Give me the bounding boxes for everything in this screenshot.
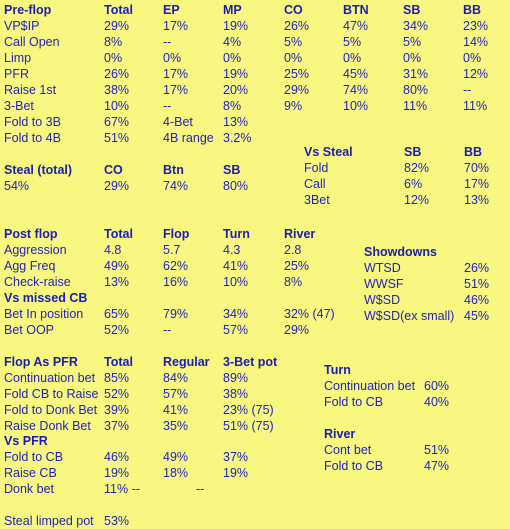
- preflop-header: EP: [163, 3, 180, 17]
- fold-to-4b-label: Fold to 4B: [4, 131, 61, 145]
- preflop-cell: 11%: [463, 99, 488, 113]
- river-cell: 51%: [424, 443, 450, 457]
- missed-cb-cell: 65%: [104, 307, 130, 321]
- preflop-cell: 0%: [163, 51, 182, 65]
- river-cell: 47%: [424, 459, 450, 473]
- preflop-header: BB: [463, 3, 482, 17]
- postflop-cell: 49%: [104, 259, 130, 273]
- vs-steal-cell: 70%: [464, 161, 490, 175]
- postflop-cell: 2.8: [284, 243, 302, 257]
- preflop-cell: 5%: [343, 35, 362, 49]
- postflop-row-label: Agg Freq: [4, 259, 56, 273]
- preflop-row-label: VP$IP: [4, 19, 40, 33]
- flop-pfr-header: Regular: [163, 355, 210, 369]
- turn-cell: 60%: [424, 379, 450, 393]
- postflop-row-label: Aggression: [4, 243, 67, 257]
- steal-limped-value: 53%: [104, 514, 130, 528]
- preflop-header: SB: [403, 3, 421, 17]
- preflop-cell: 26%: [104, 67, 130, 81]
- flop-pfr-cell: 51% (75): [223, 419, 274, 433]
- vs-pfr-cell: 37%: [223, 450, 249, 464]
- showdown-cell: 46%: [464, 293, 490, 307]
- preflop-cell: 8%: [223, 99, 242, 113]
- postflop-cell: 13%: [104, 275, 130, 289]
- showdown-row-label: WWSF: [364, 277, 404, 291]
- preflop-row-label: 3-Bet: [4, 99, 34, 113]
- preflop-cell: --: [463, 83, 472, 97]
- preflop-cell: 0%: [223, 51, 242, 65]
- postflop-cell: 10%: [223, 275, 249, 289]
- preflop-header: BTN: [343, 3, 369, 17]
- fold-to-3b-value: 67%: [104, 115, 130, 129]
- steal-cell: 29%: [104, 179, 130, 193]
- preflop-cell: 0%: [284, 51, 303, 65]
- fold-to-3b-label: Fold to 3B: [4, 115, 61, 129]
- preflop-cell: 45%: [343, 67, 369, 81]
- flop-pfr-cell: 39%: [104, 403, 130, 417]
- missed-cb-cell: 34%: [223, 307, 249, 321]
- missed-cb-cell: 79%: [163, 307, 189, 321]
- four-bet-label: 4-Bet: [163, 115, 193, 129]
- showdown-row-label: W$SD: [364, 293, 401, 307]
- vs-steal-cell: 12%: [404, 193, 430, 207]
- vs-pfr-row-label: Raise CB: [4, 466, 57, 480]
- missed-cb-cell: 29%: [284, 323, 310, 337]
- showdowns-title: Showdowns: [364, 245, 437, 259]
- four-b-range-label: 4B range: [163, 131, 214, 145]
- vs-pfr-cell: --: [196, 482, 205, 496]
- vs-steal-row-label: Fold: [304, 161, 329, 175]
- preflop-cell: 29%: [104, 19, 130, 33]
- turn-cell: 40%: [424, 395, 450, 409]
- preflop-cell: 29%: [284, 83, 310, 97]
- postflop-header: Post flop: [4, 227, 58, 241]
- vs-steal-cell: 17%: [464, 177, 490, 191]
- preflop-cell: 10%: [343, 99, 369, 113]
- vs-steal-header: Vs Steal: [304, 145, 353, 159]
- postflop-header: Total: [104, 227, 133, 241]
- preflop-cell: 5%: [403, 35, 422, 49]
- showdown-cell: 51%: [464, 277, 490, 291]
- preflop-cell: 34%: [403, 19, 429, 33]
- preflop-cell: 17%: [163, 67, 189, 81]
- vs-pfr-cell: 19%: [104, 466, 130, 480]
- flop-pfr-cell: 35%: [163, 419, 189, 433]
- flop-pfr-cell: 52%: [104, 387, 130, 401]
- turn-title: Turn: [324, 363, 351, 377]
- four-b-range-value: 3.2%: [223, 131, 252, 145]
- preflop-cell: 17%: [163, 83, 189, 97]
- preflop-cell: 12%: [463, 67, 489, 81]
- steal-header: SB: [223, 163, 241, 177]
- flop-pfr-cell: 41%: [163, 403, 189, 417]
- preflop-cell: --: [163, 99, 172, 113]
- preflop-cell: 38%: [104, 83, 130, 97]
- showdown-cell: 26%: [464, 261, 490, 275]
- vs-steal-cell: 82%: [404, 161, 430, 175]
- preflop-header: MP: [223, 3, 242, 17]
- steal-header: Btn: [163, 163, 184, 177]
- flop-pfr-cell: 38%: [223, 387, 249, 401]
- preflop-cell: 20%: [223, 83, 249, 97]
- flop-pfr-row-label: Fold to Donk Bet: [4, 403, 98, 417]
- steal-limped-label: Steal limped pot: [4, 514, 94, 528]
- turn-row-label: Fold to CB: [324, 395, 384, 409]
- flop-pfr-header: Total: [104, 355, 133, 369]
- postflop-cell: 4.8: [104, 243, 122, 257]
- flop-pfr-row-label: Raise Donk Bet: [4, 419, 91, 433]
- vs-pfr-cell: 19%: [223, 466, 249, 480]
- flop-pfr-header: Flop As PFR: [4, 355, 78, 369]
- flop-pfr-cell: 37%: [104, 419, 130, 433]
- flop-pfr-cell: 23% (75): [223, 403, 274, 417]
- river-row-label: Fold to CB: [324, 459, 384, 473]
- vs-pfr-title: Vs PFR: [4, 434, 48, 448]
- preflop-cell: 17%: [163, 19, 189, 33]
- preflop-cell: 0%: [463, 51, 482, 65]
- preflop-cell: 19%: [223, 67, 249, 81]
- river-row-label: Cont bet: [324, 443, 372, 457]
- vs-steal-header: BB: [464, 145, 483, 159]
- preflop-cell: 8%: [104, 35, 123, 49]
- vs-pfr-cell: 49%: [163, 450, 189, 464]
- preflop-cell: 4%: [223, 35, 242, 49]
- vs-steal-header: SB: [404, 145, 422, 159]
- postflop-cell: 4.3: [223, 243, 241, 257]
- steal-cell: 54%: [4, 179, 30, 193]
- vs-steal-row-label: 3Bet: [304, 193, 330, 207]
- missed-cb-cell: 52%: [104, 323, 130, 337]
- flop-pfr-cell: 89%: [223, 371, 249, 385]
- preflop-cell: 9%: [284, 99, 303, 113]
- preflop-cell: 47%: [343, 19, 369, 33]
- postflop-header: River: [284, 227, 316, 241]
- vs-pfr-row-label: Fold to CB: [4, 450, 64, 464]
- preflop-header: Pre-flop: [4, 3, 52, 17]
- showdown-cell: 45%: [464, 309, 490, 323]
- postflop-cell: 16%: [163, 275, 189, 289]
- preflop-cell: 14%: [463, 35, 489, 49]
- steal-cell: 80%: [223, 179, 249, 193]
- preflop-cell: 0%: [343, 51, 362, 65]
- missed-cb-cell: --: [163, 323, 172, 337]
- preflop-cell: 11%: [403, 99, 428, 113]
- preflop-cell: 23%: [463, 19, 489, 33]
- turn-row-label: Continuation bet: [324, 379, 416, 393]
- postflop-cell: 41%: [223, 259, 249, 273]
- showdown-row-label: WTSD: [364, 261, 401, 275]
- flop-pfr-row-label: Continuation bet: [4, 371, 96, 385]
- steal-header: CO: [104, 163, 123, 177]
- preflop-cell: 5%: [284, 35, 303, 49]
- preflop-cell: 10%: [104, 99, 130, 113]
- preflop-cell: 80%: [403, 83, 429, 97]
- preflop-cell: 74%: [343, 83, 369, 97]
- preflop-cell: 31%: [403, 67, 429, 81]
- preflop-cell: 26%: [284, 19, 310, 33]
- river-title: River: [324, 427, 356, 441]
- missed-cb-row-label: Bet In position: [4, 307, 84, 321]
- flop-pfr-row-label: Fold CB to Raise: [4, 387, 99, 401]
- vs-pfr-cell: 46%: [104, 450, 130, 464]
- preflop-cell: 0%: [403, 51, 422, 65]
- preflop-header: CO: [284, 3, 303, 17]
- preflop-cell: --: [163, 35, 172, 49]
- postflop-cell: 5.7: [163, 243, 181, 257]
- postflop-header: Flop: [163, 227, 190, 241]
- missed-cb-row-label: Bet OOP: [4, 323, 55, 337]
- postflop-header: Turn: [223, 227, 250, 241]
- postflop-cell: 25%: [284, 259, 310, 273]
- flop-pfr-cell: 57%: [163, 387, 189, 401]
- flop-pfr-cell: 84%: [163, 371, 189, 385]
- missed-cb-cell: 32% (47): [284, 307, 335, 321]
- four-bet-value: 13%: [223, 115, 249, 129]
- postflop-cell: 8%: [284, 275, 303, 289]
- showdown-row-label: W$SD(ex small): [364, 309, 455, 323]
- postflop-cell: 62%: [163, 259, 189, 273]
- steal-header: Steal (total): [4, 163, 73, 177]
- vs-steal-row-label: Call: [304, 177, 326, 191]
- vs-pfr-row-label: Donk bet: [4, 482, 55, 496]
- flop-pfr-header: 3-Bet pot: [223, 355, 278, 369]
- missed-cb-cell: 57%: [223, 323, 249, 337]
- vs-pfr-cell: 11% --: [104, 482, 140, 496]
- flop-pfr-cell: 85%: [104, 371, 130, 385]
- vs-steal-cell: 13%: [464, 193, 490, 207]
- preflop-row-label: PFR: [4, 67, 29, 81]
- steal-cell: 74%: [163, 179, 189, 193]
- preflop-cell: 19%: [223, 19, 249, 33]
- vs-missed-cb-title: Vs missed CB: [4, 291, 88, 305]
- preflop-cell: 0%: [104, 51, 123, 65]
- preflop-cell: 25%: [284, 67, 310, 81]
- preflop-header: Total: [104, 3, 133, 17]
- preflop-row-label: Call Open: [4, 35, 60, 49]
- preflop-row-label: Limp: [4, 51, 32, 65]
- vs-steal-cell: 6%: [404, 177, 423, 191]
- fold-to-4b-value: 51%: [104, 131, 130, 145]
- preflop-row-label: Raise 1st: [4, 83, 57, 97]
- postflop-row-label: Check-raise: [4, 275, 71, 289]
- vs-pfr-cell: 18%: [163, 466, 189, 480]
